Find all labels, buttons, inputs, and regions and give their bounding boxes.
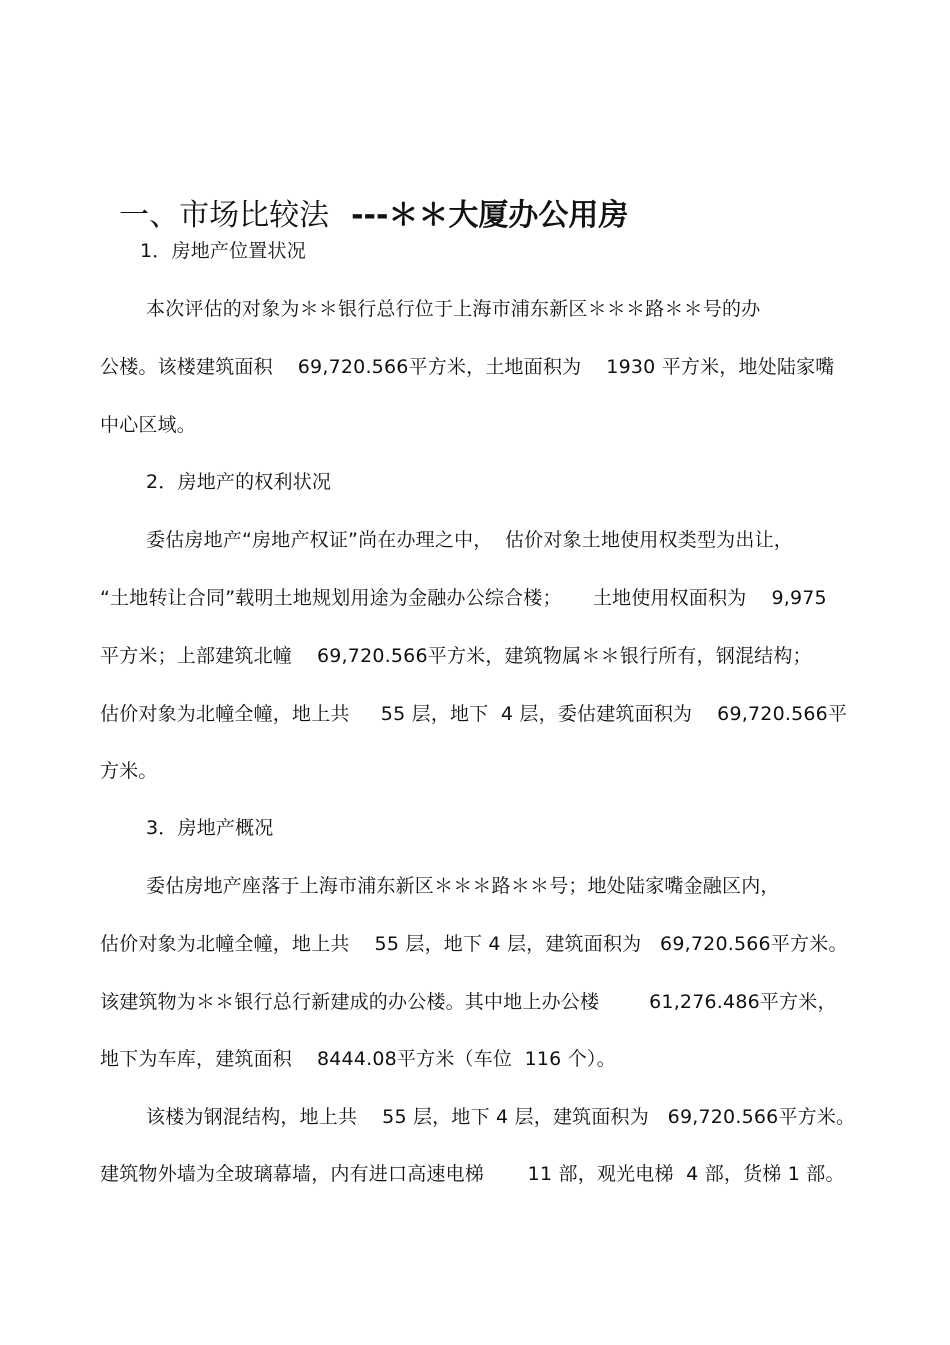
section-1-line-2: 公楼。该楼建筑面积 69,720.566平方米，土地面积为 1930 平方米，地处陆家嘴 bbox=[100, 356, 835, 378]
section-2-heading: 2．房地产的权利状况 bbox=[146, 471, 332, 493]
section-3-line-2: 估价对象为北幢全幢，地上共 55 层，地下 4 层，建筑面积为 69,720.566平方米。 bbox=[100, 933, 848, 955]
section-1-heading: 1．房地产位置状况 bbox=[140, 240, 306, 262]
section-3-line-6: 建筑物外墙为全玻璃幕墙，内有进口高速电梯 11 部，观光电梯 4 部，货梯 1 部。 bbox=[100, 1163, 845, 1185]
section-3-line-4: 地下为车库，建筑面积 8444.08平方米（车位 116 个）。 bbox=[100, 1048, 616, 1070]
section-1-line-3: 中心区域。 bbox=[100, 414, 197, 436]
section-2-line-1: 委估房地产“房地产权证”尚在办理之中， 估价对象土地使用权类型为出让， bbox=[146, 529, 793, 551]
section-1-line-1: 本次评估的对象为＊＊银行总行位于上海市浦东新区＊＊＊路＊＊号的办 bbox=[146, 298, 761, 320]
section-3-line-3: 该建筑物为＊＊银行总行新建成的办公楼。其中地上办公楼 61,276.486平方米， bbox=[100, 991, 837, 1013]
document-title bbox=[100, 156, 628, 236]
title-suffix: ---＊＊大厦办公用房 bbox=[351, 198, 629, 233]
section-3-line-5: 该楼为钢混结构，地上共 55 层，地下 4 层，建筑面积为 69,720.566平方米。 bbox=[146, 1106, 856, 1128]
section-3-line-1: 委估房地产座落于上海市浦东新区＊＊＊路＊＊号；地处陆家嘴金融区内， bbox=[146, 875, 780, 897]
title-main: 一、市场比较法 bbox=[119, 198, 330, 233]
section-2-line-4: 估价对象为北幢全幢，地上共 55 层，地下 4 层，委估建筑面积为 69,720.566平 bbox=[100, 703, 848, 725]
section-2-line-5: 方米。 bbox=[100, 760, 158, 782]
section-2-line-3: 平方米；上部建筑北幢 69,720.566平方米，建筑物属＊＊银行所有，钢混结构； bbox=[100, 645, 812, 667]
section-2-line-2: “土地转让合同”载明土地规划用途为金融办公综合楼； 土地使用权面积为 9,975 bbox=[100, 587, 827, 609]
section-3-heading: 3．房地产概况 bbox=[146, 817, 274, 839]
